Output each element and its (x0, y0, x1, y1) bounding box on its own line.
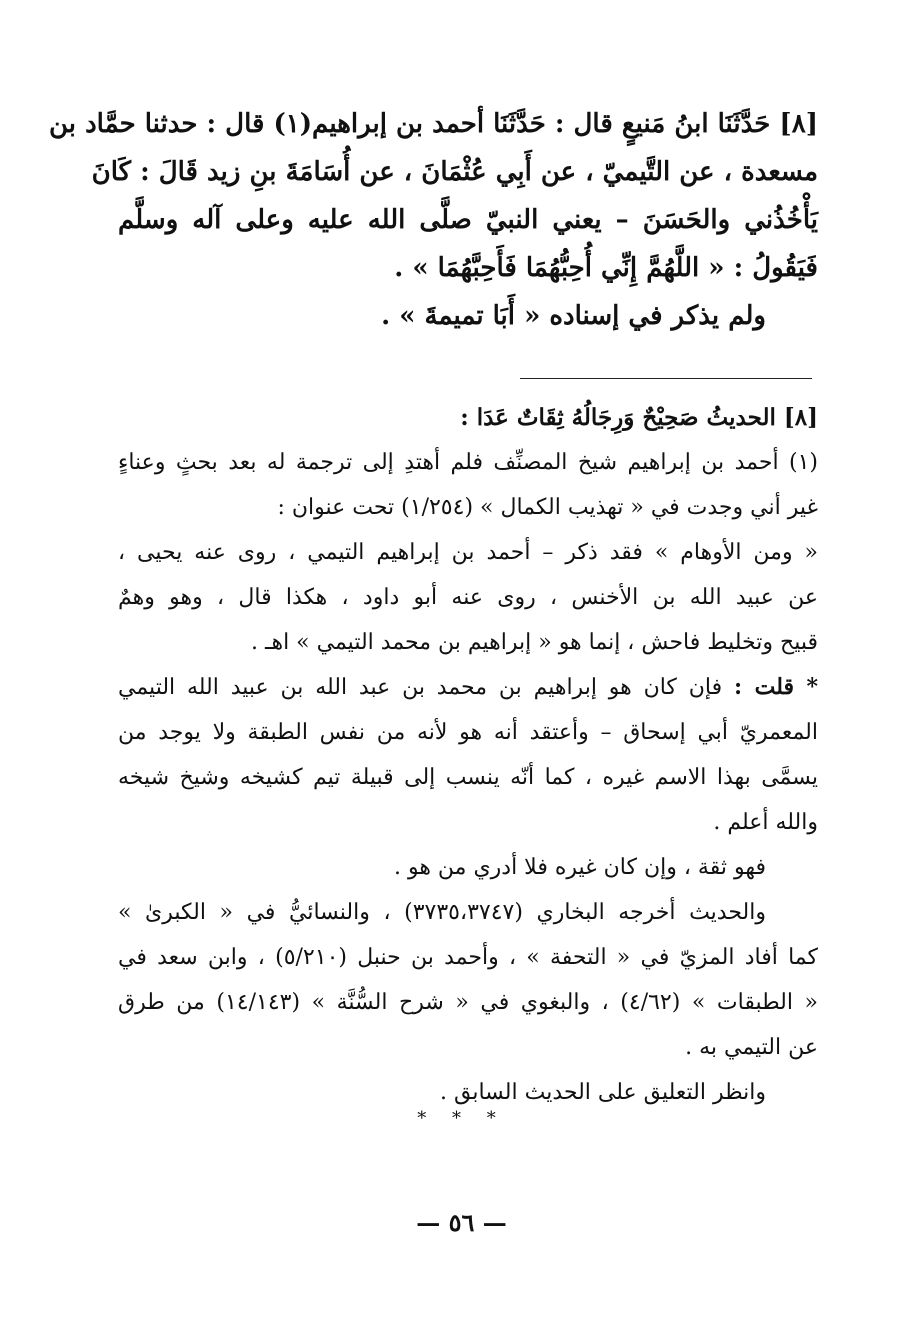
closing-line: وانظر التعليق على الحديث السابق . (440, 1080, 766, 1105)
footnotes-block (118, 395, 818, 1115)
hadith-line-2: مسعدة ، عن التَّيميّ ، عن أَبِي عُثْمَانَ ، عن أُسَامَةَ بنِ زيد قَالَ : كَانَ (91, 157, 818, 187)
isnad-note: ولم يذكر في إسناده « أَبَا تميمةَ » . (381, 301, 766, 331)
takhrij-line-1: والحديث أخرجه البخاري (٣٧٣٥،٣٧٤٧) ، والنسائيُّ في « الكبرىٰ » (118, 900, 766, 925)
takhrij-line-4: عن التيمي به . (685, 1035, 818, 1060)
hadith-line-3: يَأْخُذُني والحَسَنَ – يعني النبيّ صلَّى الله عليه وعلى آله وسلَّم (118, 205, 818, 235)
takhrij-line-3: « الطبقات » (٤/٦٢) ، والبغوي في « شرح السُّنَّة » (١٤/١٤٣) من طرق (118, 990, 818, 1015)
qult-line-3: يسمَّى بهذا الاسم غيره ، كما أنّه ينسب إلى قبيلة تيم كشيخه وشيخ شيخه (118, 765, 818, 790)
conclusion-line: فهو ثقة ، وإن كان غيره فلا أدري من هو . (393, 855, 766, 880)
footnote-separator-rule (520, 378, 812, 379)
qult-line-2: المعمريّ أبي إسحاق – وأعتقد أنه هو لأنه من نفس الطبقة ولا يوجد من (118, 720, 818, 745)
footnote-line-1: (١) أحمد بن إبراهيم شيخ المصنِّف فلم أهتدِ إلى ترجمة له بعد بحثٍ وعناءٍ (118, 450, 818, 475)
main-text-block (49, 100, 818, 340)
hadith-line-1: [٨] حَدَّثَنَا ابنُ مَنيعٍ قال : حَدَّثَنَا أحمد بن إبراهيم(١) قال : حدثنا حمَّاد بن (49, 109, 818, 139)
qult-label: * قلت : (733, 674, 818, 700)
qult-line-1 (118, 665, 818, 710)
footnote-line-3: « ومن الأوهام » فقد ذكر – أحمد بن إبراهيم التيمي ، روى عنه يحيى ، (118, 540, 818, 565)
page-number: — ٥٦ — (416, 1208, 507, 1237)
footnote-line-2: غير أني وجدت في « تهذيب الكمال » (١/٢٥٤) تحت عنوان : (277, 495, 818, 520)
hadith-line-4: فَيَقُولُ : « اللَّهُمَّ إِنِّي أُحِبُّهُمَا فَأَحِبَّهُمَا » . (394, 253, 818, 283)
footnote-heading: [٨] الحديثُ صَحِيْحٌ وَرِجَالُهُ ثِقَاتٌ عَدَا : (460, 404, 818, 431)
qult-text-1: فإن كان هو إبراهيم بن محمد بن عبد الله بن عبيد الله التيمي (118, 675, 723, 700)
footnote-line-4: عن عبيد الله بن الأخنس ، روى عنه أبو داود ، هكذا قال ، وهو وهمٌ (118, 585, 818, 610)
footnote-line-5: قبيح وتخليط فاحش ، إنما هو « إبراهيم بن محمد التيمي » اهـ . (251, 630, 818, 655)
qult-line-4: والله أعلم . (713, 810, 818, 835)
section-separator-stars: * * * (417, 1108, 506, 1129)
takhrij-line-2: كما أفاد المزيّ في « التحفة » ، وأحمد بن حنبل (٥/٢١٠) ، وابن سعد في (118, 945, 818, 970)
